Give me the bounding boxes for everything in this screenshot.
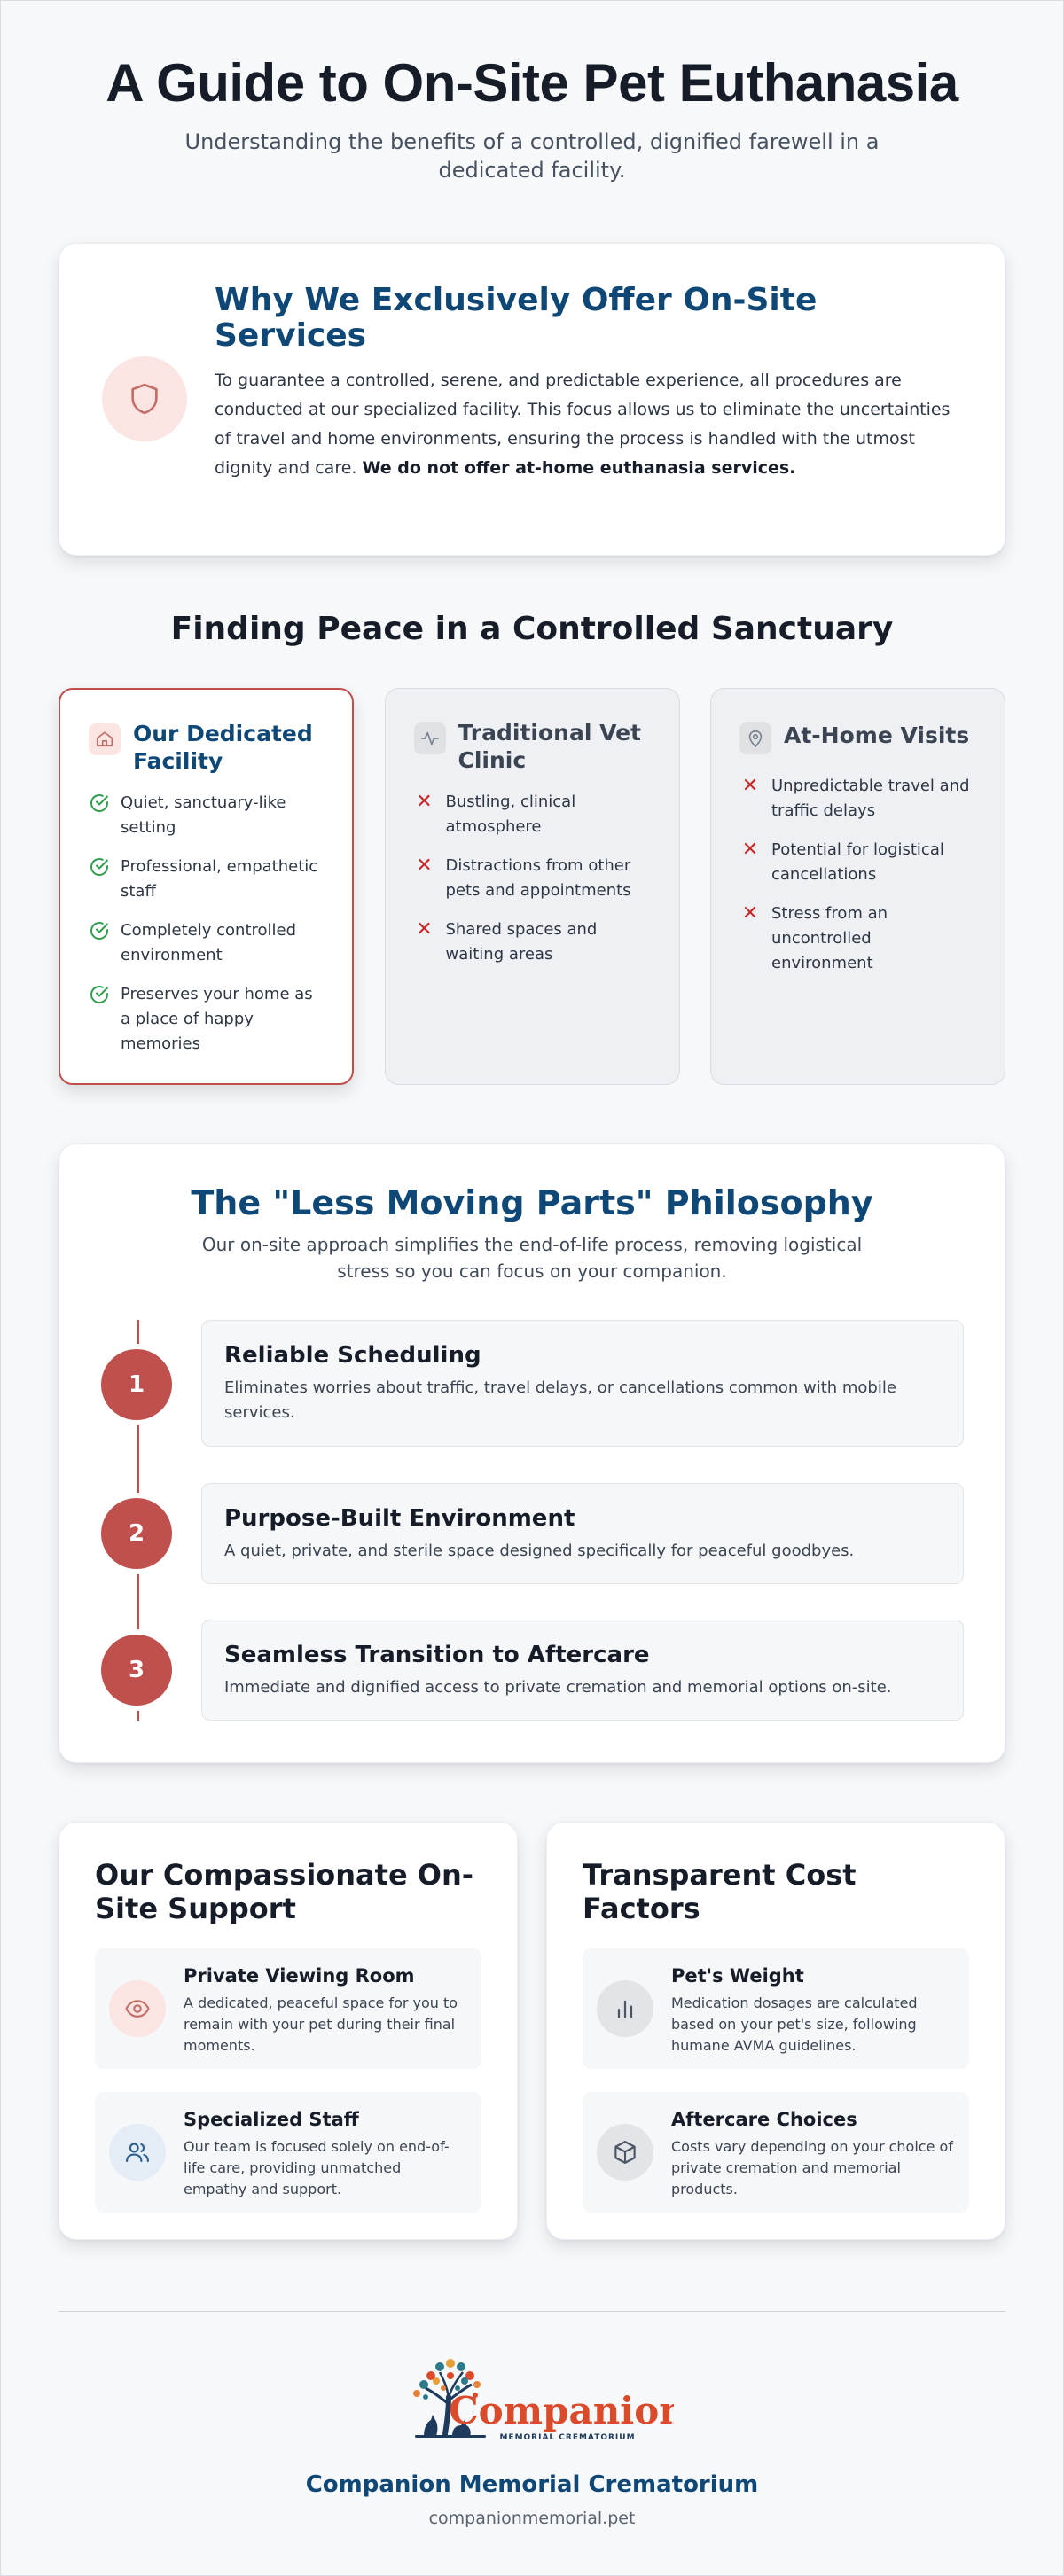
costs-card <box>546 1822 1005 2240</box>
list-item-text: Bustling, clinical atmosphere <box>445 792 576 836</box>
map-pin-icon <box>739 722 771 754</box>
philosophy-card <box>59 1144 1005 1763</box>
home-icon <box>89 723 121 755</box>
company-logo <box>390 2353 674 2450</box>
philosophy-title: The "Less Moving Parts" Philosophy <box>191 1183 873 1222</box>
step-text: Immediate and dignified access to private cremation and memorial options on-site. <box>224 1678 892 1697</box>
box-icon <box>597 2124 653 2181</box>
step-title: Purpose-Built Environment <box>224 1505 575 1532</box>
step-text: Eliminates worries about traffic, travel delays, or cancellations common with mobile services. <box>224 1378 896 1422</box>
feature-item <box>583 1948 969 2069</box>
page-header <box>59 0 1005 184</box>
list-item <box>89 791 325 840</box>
feature-text: Our team is focused solely on end-of-life care, providing unmatched empathy and support. <box>184 2138 450 2197</box>
list-item-text: Completely controlled environment <box>121 921 297 964</box>
column-title: At-Home Visits <box>784 722 970 748</box>
page-title: A Guide to On-Site Pet Euthanasia <box>106 53 958 113</box>
step-number-badge: 2 <box>101 1498 172 1569</box>
list-item <box>414 854 653 903</box>
step-text: A quiet, private, and sterile space designed specifically for peaceful goodbyes. <box>224 1542 855 1560</box>
why-emphasis: We do not offer at-home euthanasia services. <box>362 458 796 478</box>
feature-title: Specialized Staff <box>184 2109 359 2130</box>
list-item-text: Potential for logistical cancellations <box>771 840 944 884</box>
logo-wordmark: Companion <box>449 2389 674 2432</box>
activity-icon <box>414 722 446 754</box>
x-icon: ✕ <box>416 855 433 877</box>
list-item-text: Quiet, sanctuary-like setting <box>121 793 286 837</box>
comparison-columns <box>59 688 1005 1085</box>
list-item-text: Shared spaces and waiting areas <box>445 920 598 964</box>
users-icon <box>109 2124 166 2181</box>
feature-title: Aftercare Choices <box>671 2109 857 2130</box>
step-title: Seamless Transition to Aftercare <box>224 1642 650 1668</box>
support-title: Our Compassionate On-Site Support <box>95 1858 474 1925</box>
check-circle-icon <box>89 792 110 822</box>
feature-title: Pet's Weight <box>671 1965 804 1987</box>
why-body <box>215 366 964 483</box>
list-item-text: Distractions from other pets and appointments <box>445 856 631 900</box>
page-subtitle: Understanding the benefits of a controlled, dignified farewell in a dedicated facility. <box>184 129 880 183</box>
list-item <box>414 790 653 839</box>
philosophy-subtitle: Our on-site approach simplifies the end-of-life process, removing logistical stress so you can focus on your companion. <box>201 1234 863 1282</box>
x-icon: ✕ <box>741 775 759 797</box>
support-and-costs <box>59 1822 1005 2240</box>
costs-title: Transparent Cost Factors <box>583 1858 857 1925</box>
bar-chart-icon <box>597 1980 653 2037</box>
sanctuary-title: Finding Peace in a Controlled Sanctuary <box>170 611 894 647</box>
feature-title: Private Viewing Room <box>184 1965 415 1987</box>
list-item <box>414 917 653 967</box>
check-circle-icon <box>89 920 110 949</box>
list-item <box>89 982 325 1057</box>
why-onsite-card <box>59 243 1005 556</box>
logo-tagline: MEMORIAL CREMATORIUM <box>499 2433 636 2442</box>
feature-text: Medication dosages are calculated based on your pet's size, following humane AVMA guidelines. <box>671 1994 918 2054</box>
step-card <box>201 1483 964 1584</box>
column-title: Traditional Vet Clinic <box>458 720 641 773</box>
list-item-text: Professional, empathetic staff <box>121 857 318 901</box>
step-card <box>201 1620 964 1721</box>
step-title: Reliable Scheduling <box>224 1342 481 1369</box>
support-card <box>59 1822 518 2240</box>
website-url[interactable]: companionmemorial.pet <box>428 2509 636 2528</box>
x-icon: ✕ <box>741 839 759 861</box>
list-item-text: Preserves your home as a place of happy memories <box>121 985 313 1053</box>
column-dedicated-facility <box>59 688 354 1085</box>
step-number-badge: 3 <box>101 1635 172 1706</box>
check-circle-icon <box>89 856 110 886</box>
list-item <box>739 774 978 824</box>
step-card <box>201 1320 964 1447</box>
shield-icon <box>102 356 187 441</box>
feature-item <box>95 2092 481 2213</box>
list-item <box>89 918 325 968</box>
feature-text: A dedicated, peaceful space for you to remain with your pet during their final moments. <box>184 1994 458 2054</box>
check-circle-icon <box>89 984 110 1013</box>
list-item <box>89 855 325 904</box>
feature-item <box>583 2092 969 2213</box>
list-item <box>739 838 978 887</box>
list-item-text: Stress from an uncontrolled environment <box>771 904 888 972</box>
column-traditional-clinic <box>385 688 680 1085</box>
feature-text: Costs vary depending on your choice of private cremation and memorial products. <box>671 2138 953 2197</box>
footer <box>59 2312 1005 2528</box>
column-at-home-visits <box>710 688 1005 1085</box>
list-item <box>739 902 978 976</box>
eye-icon <box>109 1980 166 2037</box>
step-number-badge: 1 <box>101 1349 172 1420</box>
why-title: Why We Exclusively Offer On-Site Services <box>215 282 818 354</box>
x-icon: ✕ <box>416 918 433 941</box>
x-icon: ✕ <box>416 791 433 813</box>
why-body-text: To guarantee a controlled, serene, and predictable experience, all procedures are conducted at our specialized facility. This focus allows us to eliminate the uncertainties of travel and home environments, ensuring the process is handled with the utmost dignity and care. <box>215 371 951 478</box>
x-icon: ✕ <box>741 902 759 925</box>
organization-name: Companion Memorial Crematorium <box>305 2471 759 2498</box>
list-item-text: Unpredictable travel and traffic delays <box>771 777 970 820</box>
feature-item <box>95 1948 481 2069</box>
column-title: Our Dedicated Facility <box>133 721 313 774</box>
